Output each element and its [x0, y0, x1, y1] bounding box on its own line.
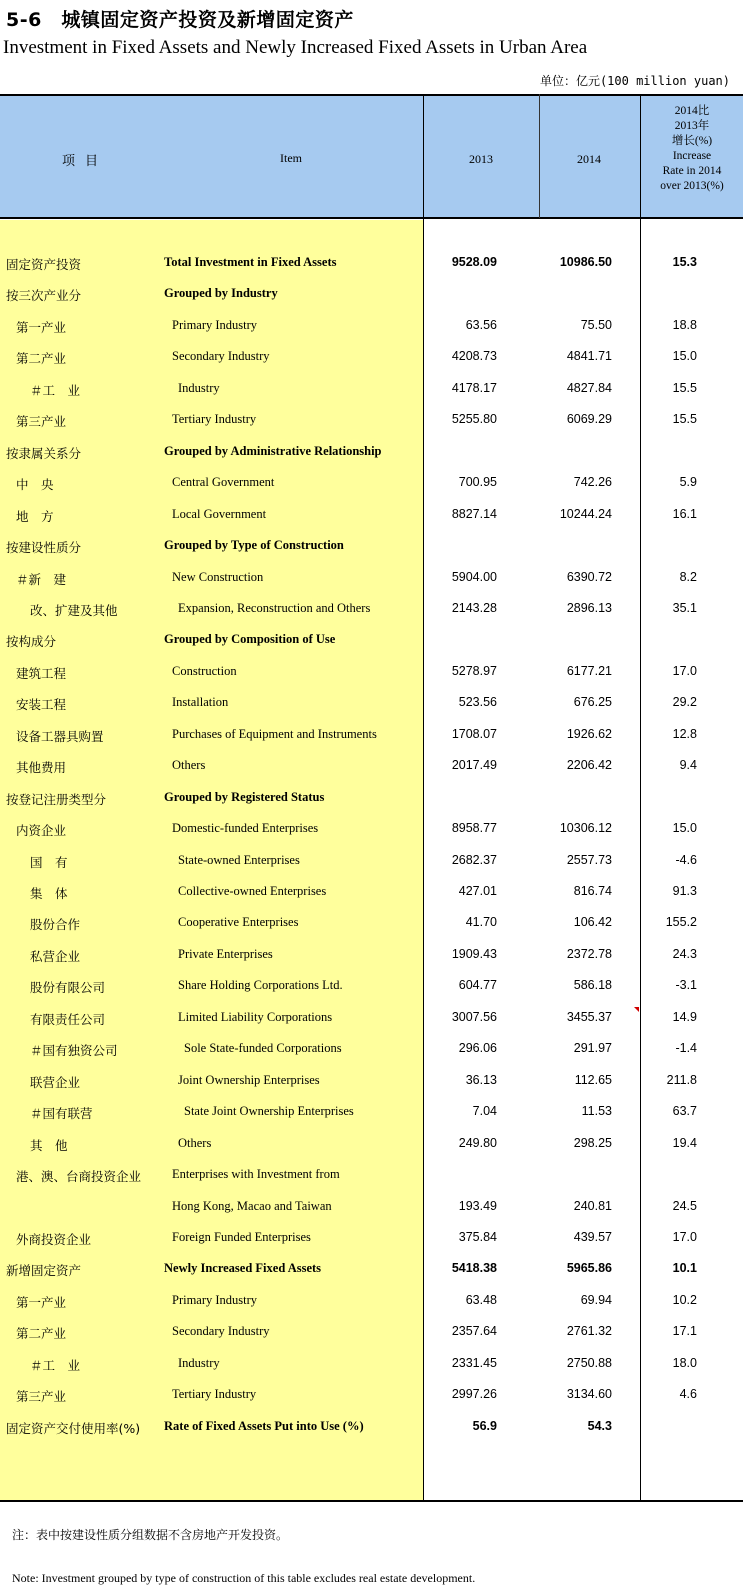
table-row [0, 750, 743, 782]
table-bottom-rule [0, 1500, 743, 1502]
value-2014: 11.53 [581, 1104, 612, 1119]
row-label-en: Total Investment in Fixed Assets [164, 255, 337, 269]
value-growth-rate: 15.0 [672, 821, 697, 836]
value-2013: 5904.00 [451, 569, 497, 584]
row-label-cn: 第三产业 [16, 414, 67, 430]
row-label-en: Domestic-funded Enterprises [172, 821, 319, 836]
footnote-cn: 注：表中按建设性质分组数据不含房地产开发投资。 [12, 1528, 289, 1542]
value-2013: 1909.43 [451, 946, 497, 961]
value-2013: 36.13 [465, 1072, 497, 1087]
row-label-en: Foreign Funded Enterprises [172, 1229, 311, 1244]
column-divider-2013 [539, 94, 540, 218]
value-growth-rate: 29.2 [672, 695, 697, 710]
table-top-rule [0, 94, 743, 96]
row-label-cn: 地 方 [16, 508, 54, 524]
table-row [0, 907, 743, 939]
row-label-cn: 外商投资企业 [16, 1231, 92, 1247]
value-2013: 5255.80 [451, 412, 497, 427]
data-table [0, 94, 743, 1502]
row-label-en: Cooperative Enterprises [178, 915, 299, 930]
row-label-cn: 联营企业 [30, 1074, 81, 1090]
value-growth-rate: 16.1 [672, 506, 697, 521]
table-row [0, 687, 743, 719]
unit-label: 单位：亿元(100 million yuan) [539, 74, 730, 88]
row-label-cn: 固定资产交付使用率(%) [6, 1420, 141, 1436]
row-label-en: New Construction [172, 569, 264, 584]
value-2014: 6177.21 [566, 663, 612, 678]
value-2013: 2331.45 [451, 1355, 497, 1370]
value-growth-rate: 18.0 [672, 1355, 697, 1370]
row-label-en: Sole State-funded Corporations [184, 1041, 342, 1056]
table-row [0, 1348, 743, 1380]
value-2014: 4841.71 [566, 349, 612, 364]
header-item-en: Item [280, 151, 302, 165]
row-label-cn: 按登记注册类型分 [6, 791, 107, 807]
header-rate-line: over 2013(%) [660, 180, 724, 192]
value-2014: 742.26 [573, 475, 612, 490]
value-2013: 63.56 [465, 317, 497, 332]
value-growth-rate: 15.3 [672, 255, 697, 269]
value-growth-rate: 17.1 [672, 1324, 697, 1339]
row-label-en: Expansion, Reconstruction and Others [178, 600, 371, 615]
value-growth-rate: 14.9 [672, 1009, 697, 1024]
value-2013: 2357.64 [451, 1324, 497, 1339]
row-label-cn: 设备工器具购置 [16, 728, 104, 744]
row-label-en: Secondary Industry [172, 1324, 270, 1339]
value-2014: 2206.42 [566, 758, 612, 773]
value-2013: 4178.17 [451, 380, 497, 395]
value-growth-rate: 91.3 [672, 884, 697, 898]
row-label-en: State Joint Ownership Enterprises [184, 1104, 354, 1119]
cell-comment-marker [634, 1007, 639, 1012]
table-row [0, 436, 743, 468]
value-growth-rate: 15.5 [672, 380, 697, 395]
row-label-en: Industry [178, 380, 220, 395]
row-label-cn: 集 体 [30, 886, 68, 901]
value-2013: 4208.73 [451, 349, 497, 364]
table-row [0, 1065, 743, 1097]
row-label-cn: ＃工 业 [30, 382, 81, 398]
value-2014: 3455.37 [566, 1009, 612, 1024]
value-2014: 2750.88 [566, 1355, 612, 1370]
value-2014: 2761.32 [566, 1324, 612, 1339]
row-label-en: Grouped by Administrative Relationship [164, 443, 382, 458]
table-row [0, 782, 743, 814]
row-label-cn: 股份有限公司 [30, 980, 106, 996]
header-rate-label [641, 104, 743, 194]
value-growth-rate: 10.2 [672, 1292, 697, 1307]
table-row [0, 970, 743, 1002]
value-2014: 10244.24 [559, 506, 612, 521]
value-2013: 63.48 [465, 1292, 497, 1307]
value-2014: 240.81 [573, 1198, 612, 1213]
value-2013: 2997.26 [451, 1387, 497, 1402]
value-2014: 816.74 [573, 884, 612, 898]
value-growth-rate: -3.1 [675, 978, 697, 993]
row-label-en: Newly Increased Fixed Assets [164, 1261, 322, 1276]
row-label-en: Secondary Industry [172, 349, 270, 364]
value-2014: 10306.12 [559, 821, 612, 836]
value-growth-rate: 18.8 [672, 317, 697, 332]
row-label-cn: 其他费用 [16, 760, 67, 776]
table-row [0, 1128, 743, 1160]
table-row [0, 499, 743, 531]
row-label-cn: 第二产业 [16, 351, 67, 367]
value-2014: 112.65 [574, 1072, 612, 1087]
value-growth-rate: 4.6 [679, 1387, 697, 1402]
row-label-cn: ＃新 建 [16, 571, 67, 587]
value-2013: 5418.38 [451, 1261, 497, 1276]
row-label-en: Others [172, 758, 206, 773]
table-row [0, 1096, 743, 1128]
row-label-en: Construction [172, 663, 237, 678]
table-row [0, 939, 743, 971]
row-label-cn: 改、扩建及其他 [30, 602, 118, 618]
row-label-cn: 第二产业 [16, 1326, 67, 1342]
value-growth-rate: 155.2 [665, 915, 697, 930]
value-growth-rate: -4.6 [675, 852, 697, 867]
value-2014: 5965.86 [566, 1261, 612, 1276]
row-label-en: Primary Industry [172, 1292, 258, 1307]
row-label-en: Hong Kong, Macao and Taiwan [172, 1198, 332, 1213]
row-label-cn: 中 央 [16, 477, 54, 493]
value-2013: 296.06 [458, 1041, 497, 1056]
value-2013: 1708.07 [451, 726, 497, 741]
value-2013: 8827.14 [451, 506, 497, 521]
value-2014: 1926.62 [566, 726, 612, 741]
table-row [0, 1159, 743, 1191]
value-2014: 2372.78 [566, 946, 612, 961]
table-row [0, 467, 743, 499]
table-row [0, 876, 743, 908]
value-growth-rate: 35.1 [672, 600, 697, 615]
row-label-en: Collective-owned Enterprises [178, 884, 327, 898]
value-2013: 2017.49 [451, 758, 497, 773]
row-label-en: Rate of Fixed Assets Put into Use (%) [164, 1418, 364, 1433]
row-label-cn: ＃国有联营 [30, 1106, 93, 1122]
row-label-cn: 国 有 [30, 854, 68, 870]
value-growth-rate: 12.8 [672, 726, 697, 741]
table-row [0, 1191, 743, 1223]
row-label-en: Purchases of Equipment and Instruments [172, 726, 377, 741]
header-rate-line: Rate in 2014 [662, 165, 722, 177]
row-label-en: Private Enterprises [178, 946, 273, 961]
value-2014: 10986.50 [559, 255, 612, 269]
value-2013: 56.9 [472, 1418, 497, 1433]
table-row [0, 719, 743, 751]
value-growth-rate: 63.7 [672, 1104, 697, 1119]
table-row [0, 562, 743, 594]
row-label-en: Grouped by Type of Construction [164, 538, 344, 553]
row-label-en: Primary Industry [172, 317, 258, 332]
value-2014: 3134.60 [566, 1387, 612, 1402]
value-growth-rate: 24.5 [672, 1198, 697, 1213]
table-row [0, 845, 743, 877]
row-label-cn: 按三次产业分 [6, 288, 82, 304]
table-row [0, 341, 743, 373]
value-2014: 586.18 [573, 978, 612, 993]
row-label-en: Grouped by Registered Status [164, 789, 325, 804]
value-2014: 6390.72 [566, 569, 612, 584]
value-2013: 7.04 [472, 1104, 497, 1119]
value-2013: 8958.77 [451, 821, 497, 836]
header-item-cn: 项目 [62, 154, 109, 169]
row-label-en: Local Government [172, 506, 267, 521]
header-rate-line: 增长(%) [671, 135, 713, 147]
row-label-en: Share Holding Corporations Ltd. [178, 978, 343, 993]
value-2013: 2682.37 [451, 852, 497, 867]
row-label-cn: 按隶属关系分 [6, 445, 82, 461]
value-2014: 4827.84 [566, 380, 612, 395]
row-label-cn: 建筑工程 [16, 665, 67, 681]
value-growth-rate: 17.0 [672, 1229, 697, 1244]
row-label-cn: 第三产业 [16, 1389, 67, 1405]
value-2014: 69.94 [580, 1292, 612, 1307]
row-label-cn: 其 他 [30, 1137, 68, 1153]
value-2014: 298.25 [573, 1135, 612, 1150]
value-2013: 427.01 [458, 884, 497, 898]
value-2013: 41.70 [465, 915, 497, 930]
value-2014: 2896.13 [566, 600, 612, 615]
header-rate-line: 2014比 [674, 105, 710, 117]
row-label-cn: 有限责任公司 [30, 1011, 106, 1027]
row-label-cn: 按构成分 [6, 634, 57, 650]
row-label-cn: 第一产业 [16, 1294, 67, 1310]
table-title-cn: 5-6 城镇固定资产投资及新增固定资产 [6, 9, 354, 31]
value-2014: 676.25 [573, 695, 612, 710]
table-row [0, 624, 743, 656]
table-row [0, 1411, 743, 1443]
row-label-cn: 港、澳、台商投资企业 [16, 1169, 142, 1185]
value-2014: 439.57 [573, 1229, 612, 1244]
row-label-cn: 固定资产投资 [6, 257, 82, 272]
value-growth-rate: 17.0 [672, 663, 697, 678]
table-row [0, 1379, 743, 1411]
row-label-en: Tertiary Industry [172, 412, 257, 427]
value-growth-rate: 8.2 [679, 569, 697, 584]
row-label-cn: 第一产业 [16, 319, 67, 335]
table-row [0, 373, 743, 405]
row-label-en: Industry [178, 1355, 220, 1370]
value-2013: 604.77 [458, 978, 497, 993]
row-label-cn: 私营企业 [30, 948, 81, 964]
row-label-en: Grouped by Industry [164, 286, 278, 301]
table-row [0, 1222, 743, 1254]
value-2014: 75.50 [580, 317, 612, 332]
table-row [0, 278, 743, 310]
header-year-2013: 2013 [469, 152, 493, 166]
value-growth-rate: 15.0 [672, 349, 697, 364]
table-row [0, 1316, 743, 1348]
table-row [0, 247, 743, 279]
table-row [0, 530, 743, 562]
row-label-en: Enterprises with Investment from [172, 1167, 340, 1182]
value-2013: 700.95 [458, 475, 497, 490]
table-row [0, 1033, 743, 1065]
table-row [0, 1253, 743, 1285]
table-row [0, 310, 743, 342]
row-label-en: Tertiary Industry [172, 1387, 257, 1402]
value-2014: 291.97 [573, 1041, 612, 1056]
row-label-cn: 内资企业 [16, 823, 67, 839]
row-label-en: Grouped by Composition of Use [164, 632, 336, 647]
row-label-en: State-owned Enterprises [178, 852, 300, 867]
table-row [0, 1285, 743, 1317]
table-row [0, 656, 743, 688]
value-growth-rate: 15.5 [672, 412, 697, 427]
header-rate-line: Increase [672, 150, 712, 162]
row-label-cn: 按建设性质分 [6, 540, 82, 556]
row-label-en: Installation [172, 695, 229, 710]
row-label-en: Central Government [172, 475, 275, 490]
row-label-cn: 新增固定资产 [6, 1263, 82, 1279]
value-2013: 9528.09 [451, 255, 497, 269]
value-2014: 6069.29 [566, 412, 612, 427]
value-growth-rate: 9.4 [679, 758, 697, 773]
row-label-cn: 股份合作 [30, 917, 81, 933]
table-row [0, 404, 743, 436]
header-rate-line: 2013年 [674, 120, 710, 132]
row-label-cn: ＃国有独资公司 [30, 1043, 118, 1059]
footnote-en: Note: Investment grouped by type of construction of this table excludes real estate development. [12, 1571, 476, 1585]
value-growth-rate: -1.4 [675, 1041, 697, 1056]
table-row [0, 1002, 743, 1034]
row-label-en: Others [178, 1135, 212, 1150]
table-row [0, 813, 743, 845]
value-2013: 193.49 [458, 1198, 497, 1213]
value-growth-rate: 5.9 [679, 475, 697, 490]
row-label-cn: ＃工 业 [30, 1357, 81, 1373]
value-2013: 523.56 [458, 695, 497, 710]
value-growth-rate: 211.8 [666, 1072, 697, 1087]
row-label-en: Joint Ownership Enterprises [178, 1072, 320, 1087]
value-2014: 2557.73 [566, 852, 612, 867]
value-2013: 5278.97 [451, 663, 497, 678]
row-label-en: Limited Liability Corporations [178, 1009, 333, 1024]
value-2013: 3007.56 [451, 1009, 497, 1024]
table-title-en: Investment in Fixed Assets and Newly Increased Fixed Assets in Urban Area [3, 37, 588, 58]
row-label-cn: 安装工程 [16, 697, 67, 713]
header-year-2014: 2014 [577, 152, 601, 166]
table-row [0, 593, 743, 625]
value-growth-rate: 10.1 [672, 1261, 697, 1276]
header-bottom-rule [0, 217, 743, 219]
value-2013: 2143.28 [451, 600, 497, 615]
value-2013: 375.84 [458, 1229, 497, 1244]
value-2014: 106.42 [573, 915, 612, 930]
value-growth-rate: 19.4 [672, 1135, 697, 1150]
value-growth-rate: 24.3 [672, 946, 697, 961]
value-2014: 54.3 [587, 1418, 612, 1433]
value-2013: 249.80 [458, 1135, 497, 1150]
